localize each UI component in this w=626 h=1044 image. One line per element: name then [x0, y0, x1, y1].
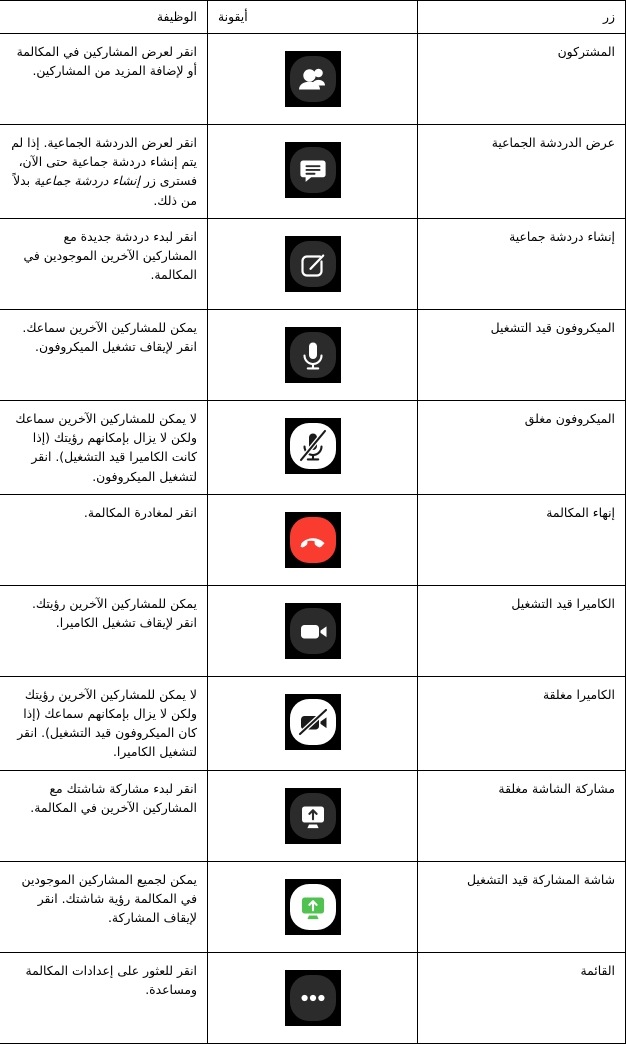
table-row	[0, 770, 626, 861]
table-row	[0, 34, 626, 125]
icon-cell	[208, 400, 418, 494]
table-row	[0, 861, 626, 952]
function-description-cell	[0, 952, 208, 1043]
function-description-text: انقر لمغادرة المكالمة.	[83, 504, 197, 520]
button-name-cell	[418, 770, 626, 861]
button-name-cell	[418, 585, 626, 676]
function-description-cell	[0, 309, 208, 400]
new-chat-compose-icon[interactable]	[285, 236, 341, 292]
icon-wrapper	[218, 318, 407, 392]
button-name-label: شاشة المشاركة قيد التشغيل	[466, 871, 615, 887]
button-name-cell	[418, 952, 626, 1043]
more-menu-icon[interactable]	[285, 970, 341, 1026]
button-name-label: إنهاء المكالمة	[546, 504, 615, 520]
table-row	[0, 676, 626, 770]
function-description-text: انقر لبدء مشاركة شاشتك مع المشاركين الآخرين في المكالمة.	[30, 780, 197, 815]
function-description-cell	[0, 125, 208, 219]
camera-off-icon[interactable]	[285, 694, 341, 750]
icon-cell	[208, 309, 418, 400]
button-name-label: القائمة	[580, 962, 615, 978]
button-name-label: الكاميرا قيد التشغيل	[511, 595, 615, 611]
button-name-cell	[418, 218, 626, 309]
header-row	[0, 1, 626, 34]
table-row	[0, 952, 626, 1043]
table-row	[0, 309, 626, 400]
function-description-cell	[0, 400, 208, 494]
icon-wrapper	[218, 961, 407, 1035]
icon-cell	[208, 34, 418, 125]
function-description-cell	[0, 34, 208, 125]
button-name-label: الكاميرا مغلقة	[542, 686, 615, 702]
button-name-cell	[418, 34, 626, 125]
table-row	[0, 585, 626, 676]
column-header-icon: أيقونة	[208, 1, 418, 34]
icon-wrapper	[218, 133, 407, 207]
column-header-button: زر	[418, 1, 626, 34]
table-body	[0, 34, 626, 1044]
microphone-on-icon[interactable]	[285, 327, 341, 383]
button-name-label: عرض الدردشة الجماعية	[491, 135, 615, 150]
function-description-cell	[0, 676, 208, 770]
function-description-text: يمكن للمشاركين الآخرين سماعك. انقر لإيقاف تشغيل الميكروفون.	[22, 319, 197, 355]
participants-icon[interactable]	[285, 51, 341, 107]
function-description-text: بدلاً من ذلك.	[13, 173, 197, 208]
column-header-function: الوظيفة	[0, 1, 208, 34]
function-description-cell	[0, 494, 208, 585]
function-description-text: انقر لبدء دردشة جديدة مع المشاركين الآخرين الموجودين في المكالمة.	[23, 228, 197, 283]
table-row	[0, 218, 626, 309]
function-description-text: يمكن للمشاركين الآخرين رؤيتك. انقر لإيقاف تشغيل الكاميرا.	[31, 595, 197, 630]
function-description-cell	[0, 770, 208, 861]
function-description-cell	[0, 218, 208, 309]
function-description-emphasis: إنشاء دردشة جماعية	[34, 173, 140, 189]
button-name-label: الميكروفون قيد التشغيل	[490, 319, 615, 335]
button-name-cell	[418, 400, 626, 494]
icon-wrapper	[218, 409, 407, 483]
end-call-icon[interactable]	[285, 512, 341, 568]
function-description-cell	[0, 585, 208, 676]
icon-cell	[208, 494, 418, 585]
icon-wrapper	[218, 503, 407, 577]
button-name-cell	[418, 125, 626, 219]
screen-share-on-icon[interactable]	[285, 879, 341, 935]
screen-share-off-icon[interactable]	[285, 788, 341, 844]
table-row	[0, 494, 626, 585]
camera-on-icon[interactable]	[285, 603, 341, 659]
function-description-text: انقر لعرض المشاركين في المكالمة أو لإضافة المزيد من المشاركين.	[16, 44, 197, 79]
icon-cell	[208, 770, 418, 861]
button-name-label: المشتركون	[557, 44, 615, 59]
icon-cell	[208, 861, 418, 952]
function-description-text: لا يمكن للمشاركين الآخرين سماعك ولكن لا يزال بإمكانهم رؤيتك (إذا كانت الكاميرا قيد التشغيل). انقر لتشغيل الميكروفون.	[15, 410, 197, 484]
button-name-label: مشاركة الشاشة مغلقة	[498, 780, 615, 796]
function-description-cell	[0, 861, 208, 952]
icon-cell	[208, 218, 418, 309]
icon-cell	[208, 952, 418, 1043]
table-header	[0, 1, 626, 34]
function-description-text: انقر للعثور على إعدادات المكالمة ومساعدة.	[25, 962, 197, 997]
group-chat-icon[interactable]	[285, 142, 341, 198]
button-name-label: الميكروفون مغلق	[524, 410, 615, 426]
icon-wrapper	[218, 594, 407, 668]
icon-cell	[208, 125, 418, 219]
button-name-cell	[418, 494, 626, 585]
icon-wrapper	[218, 779, 407, 853]
icon-wrapper	[218, 42, 407, 116]
table-row	[0, 400, 626, 494]
icon-wrapper	[218, 685, 407, 759]
button-name-label: إنشاء دردشة جماعية	[509, 228, 615, 244]
icon-cell	[208, 676, 418, 770]
button-name-cell	[418, 309, 626, 400]
button-name-cell	[418, 676, 626, 770]
microphone-off-icon[interactable]	[285, 418, 341, 474]
icon-wrapper	[218, 227, 407, 301]
function-description-text: يمكن لجميع المشاركين الموجودين في المكالمة رؤية شاشتك. انقر لإيقاف المشاركة.	[21, 871, 197, 926]
function-description-text: انقر لعرض الدردشة الجماعية. إذا لم يتم إنشاء دردشة جماعية حتى الآن، فسترى زر	[11, 135, 197, 189]
function-description-text: لا يمكن للمشاركين الآخرين رؤيتك ولكن لا يزال بإمكانهم سماعك (إذا كان الميكروفون قيد التشغيل). انقر لتشغيل الكاميرا.	[17, 686, 197, 760]
button-name-cell	[418, 861, 626, 952]
table-row	[0, 125, 626, 219]
icon-cell	[208, 585, 418, 676]
